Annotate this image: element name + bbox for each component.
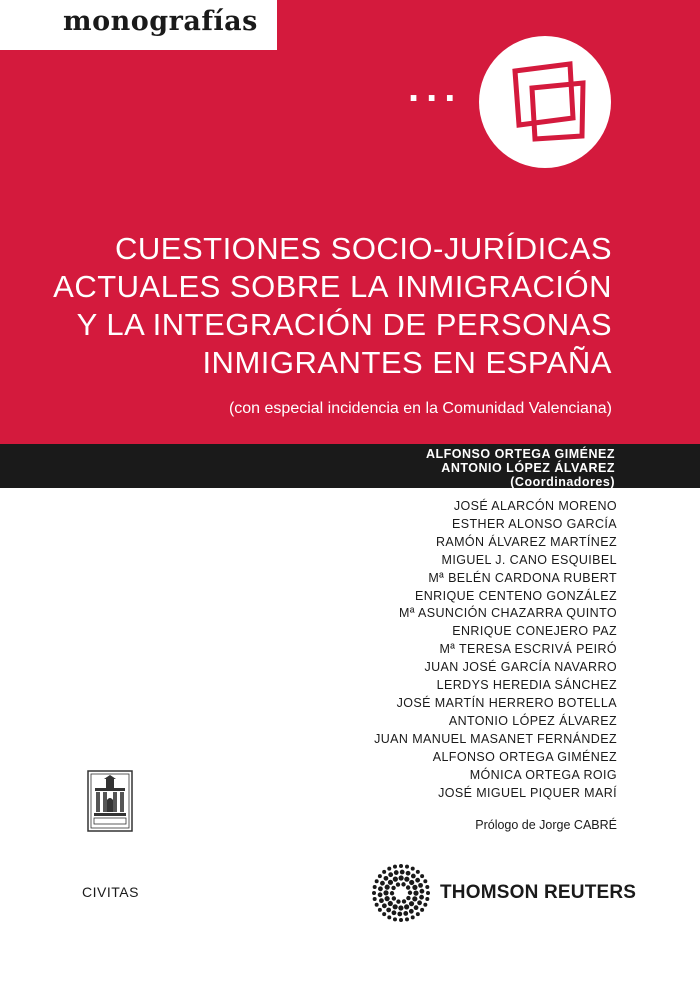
author-name: ALFONSO ORTEGA GIMÉNEZ	[432, 749, 617, 764]
brand-dot	[409, 880, 414, 885]
author-name: JOSÉ MIGUEL PIQUER MARÍ	[438, 785, 617, 800]
brand-dot	[387, 867, 391, 871]
author-name: JOSÉ ALARCÓN MORENO	[453, 499, 617, 513]
brand-dot	[393, 917, 397, 921]
brand-dot	[385, 896, 390, 901]
brand-dot	[411, 874, 416, 879]
series-label-box	[0, 0, 277, 50]
brand-dot	[399, 875, 404, 880]
brand-dot	[388, 872, 393, 877]
brand-dot	[409, 901, 414, 906]
brand-dot	[373, 885, 377, 889]
coordinators-role: (Coordinadores)	[510, 475, 615, 489]
brand-dot	[372, 891, 376, 895]
brand-dot	[393, 865, 397, 869]
brand-dot	[406, 896, 410, 900]
author-name: LERDYS HEREDIA SÁNCHEZ	[436, 678, 617, 693]
author-name: JUAN JOSÉ GARCÍA NAVARRO	[424, 660, 617, 675]
authors-list	[374, 498, 617, 802]
brand-dot	[413, 891, 418, 896]
brand-dot	[375, 879, 379, 883]
brand-dot	[401, 882, 405, 886]
book-subtitle: (con especial incidencia en la Comunidad Valenciana)	[228, 400, 612, 417]
decorative-dots: ...	[408, 66, 463, 110]
brand-dot	[416, 912, 420, 916]
brand-dot	[398, 905, 403, 910]
brand-dot	[378, 892, 383, 897]
brand-dot	[392, 910, 397, 915]
brand-dot	[409, 909, 414, 914]
brand-dot	[380, 881, 385, 886]
brand-dot	[388, 901, 393, 906]
brand-dot	[384, 876, 389, 881]
author-name: Mª ASUNCIÓN CHAZARRA QUINTO	[399, 606, 617, 621]
brand-dot	[420, 889, 425, 894]
brand-dot	[394, 870, 399, 875]
brand-dot	[411, 867, 415, 871]
brand-dot	[382, 903, 387, 908]
brand-dot	[414, 905, 419, 910]
brand-dot	[393, 904, 398, 909]
brand-dot	[412, 885, 417, 890]
brand-dot	[418, 883, 423, 888]
brand-dot	[426, 891, 430, 895]
coordinator-name: ALFONSO ORTEGA GIMÉNEZ	[425, 447, 615, 461]
brand-dot	[406, 871, 411, 876]
brand-dot	[417, 900, 422, 905]
brand-dot	[408, 891, 412, 895]
title-line: CUESTIONES SOCIO-JURÍDICAS	[115, 231, 612, 266]
title-line: Y LA INTEGRACIÓN DE PERSONAS	[76, 307, 612, 342]
brand-dot	[423, 879, 427, 883]
brand-dot	[390, 891, 394, 895]
brand-dot	[425, 885, 429, 889]
brand-dot	[385, 885, 390, 890]
brand-dot	[396, 899, 400, 903]
brand-dot	[415, 878, 420, 883]
author-name: JOSÉ MARTÍN HERRERO BOTELLA	[396, 695, 617, 710]
series-label: monografías	[63, 6, 258, 37]
brand-dot	[420, 874, 424, 878]
building-emblem-icon	[87, 770, 133, 832]
author-name: MÓNICA ORTEGA ROIG	[469, 767, 617, 782]
author-name: RAMÓN ÁLVAREZ MARTÍNEZ	[435, 534, 617, 549]
author-name: Mª TERESA ESCRIVÁ PEIRÓ	[439, 642, 617, 657]
brand-dot	[378, 886, 383, 891]
coordinators-block	[426, 447, 615, 489]
brand-dot	[378, 908, 382, 912]
brand-dot	[375, 903, 379, 907]
brand-dot	[402, 899, 406, 903]
brand-dot	[403, 911, 408, 916]
author-name: ESTHER ALONSO GARCÍA	[452, 516, 617, 531]
brand-dot	[404, 877, 409, 882]
brand-dot	[405, 865, 409, 869]
publisher-label: CIVITAS	[82, 884, 139, 900]
brand-dot	[411, 915, 415, 919]
brand-dot	[399, 918, 403, 922]
brand-dot	[400, 870, 405, 875]
brand-dot	[387, 915, 391, 919]
author-name: ENRIQUE CONEJERO PAZ	[452, 624, 617, 639]
brand-dot	[379, 898, 384, 903]
brand-dot	[399, 864, 403, 868]
brand-dot	[420, 908, 424, 912]
brand-dot	[388, 880, 393, 885]
title-line: ACTUALES SOBRE LA INMIGRACIÓN	[53, 269, 612, 304]
brand-dot	[423, 903, 427, 907]
brand-dot	[373, 897, 377, 901]
book-title	[52, 230, 612, 382]
brand-dot	[397, 912, 402, 917]
brand-dot	[416, 870, 420, 874]
author-name: ENRIQUE CENTENO GONZÁLEZ	[415, 588, 617, 603]
brand-dot	[382, 912, 386, 916]
brand-dot	[393, 877, 398, 882]
brand-dot	[406, 885, 410, 889]
coordinator-name: ANTONIO LÓPEZ ÁLVAREZ	[441, 461, 615, 475]
title-line: INMIGRANTES EN ESPAÑA	[202, 345, 612, 380]
brand-dot	[386, 908, 391, 913]
brand-dot	[396, 882, 400, 886]
brand-dot	[405, 917, 409, 921]
author-name: ANTONIO LÓPEZ ÁLVAREZ	[448, 713, 617, 728]
brand-dot	[419, 895, 424, 900]
author-name: Mª BELÉN CARDONA RUBERT	[428, 570, 617, 585]
thomson-reuters-label: THOMSON REUTERS	[440, 882, 637, 903]
thomson-reuters-icon	[370, 862, 432, 924]
brand-dot	[378, 874, 382, 878]
brand-dot	[382, 870, 386, 874]
brand-dot	[391, 886, 395, 890]
prologue-credit: Prólogo de Jorge CABRÉ	[475, 818, 617, 832]
brand-dot	[383, 890, 388, 895]
overlapping-squares-logo-icon	[478, 35, 612, 169]
brand-dot	[425, 897, 429, 901]
brand-dot	[412, 896, 417, 901]
brand-dot	[392, 896, 396, 900]
brand-dot	[404, 904, 409, 909]
author-name: MIGUEL J. CANO ESQUIBEL	[441, 552, 617, 567]
author-name: JUAN MANUEL MASANET FERNÁNDEZ	[374, 731, 617, 746]
